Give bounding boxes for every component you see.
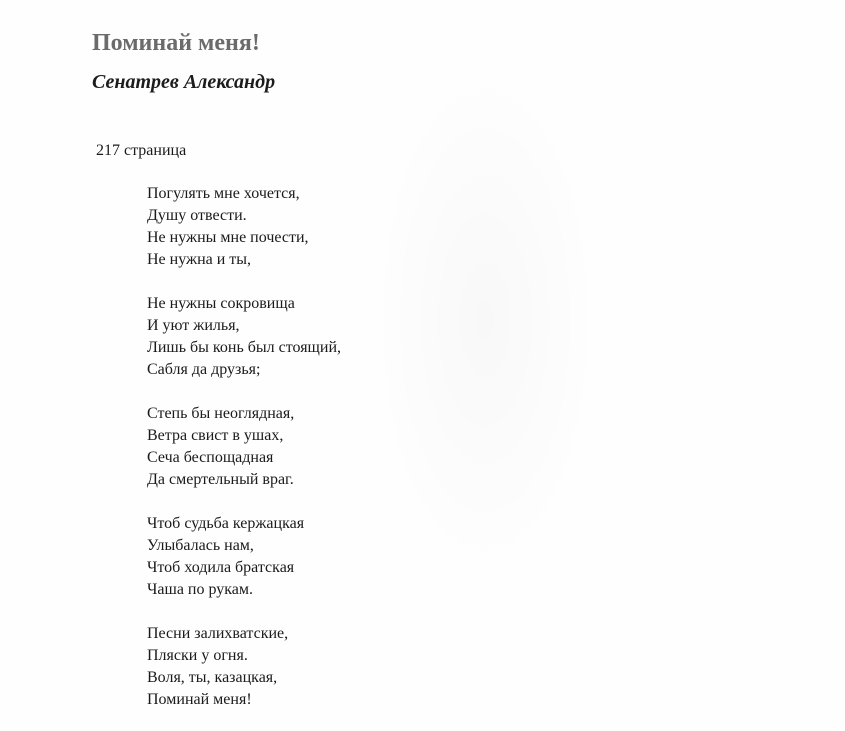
poem-line: Да смертельный враг. [147,471,294,488]
poem-line: Лишь бы конь был стоящий, [147,339,341,356]
stanza-5 [147,623,341,711]
poem-line: Пляски у огня. [147,647,248,664]
poem-line: Не нужна и ты, [147,251,252,268]
poem-line: Поминай меня! [147,691,252,708]
poem-body [147,183,341,711]
poem-line: Сеча беспощадная [147,449,274,466]
poem-line: Степь бы неоглядная, [147,405,295,422]
poem-line: Чтоб ходила братская [147,559,295,576]
poem-line: Улыбалась нам, [147,537,254,554]
page-reference: 217 страница [96,142,187,159]
poem-line: Чтоб судьба кержацкая [147,515,305,532]
author-name: Сенатрев Александр [92,71,276,93]
scan-shade [370,60,600,580]
poem-line: Погулять мне хочется, [147,185,300,202]
stanza-2 [147,293,341,381]
poem-line: Не нужны мне почести, [147,229,309,246]
poem-line: Воля, ты, казацкая, [147,669,278,686]
stanza-3 [147,403,341,491]
poem-line: Ветра свист в ушах, [147,427,284,444]
poem-line: И уют жилья, [147,317,240,334]
poem-line: Сабля да друзья; [147,361,261,378]
poem-line: Не нужны сокровища [147,295,295,312]
document-title: Поминай меня! [92,30,260,56]
poem-line: Чаша по рукам. [147,581,254,598]
stanza-1 [147,183,341,271]
poem-line: Песни залихватские, [147,625,289,642]
stanza-4 [147,513,341,601]
poem-line: Душу отвести. [147,207,247,224]
